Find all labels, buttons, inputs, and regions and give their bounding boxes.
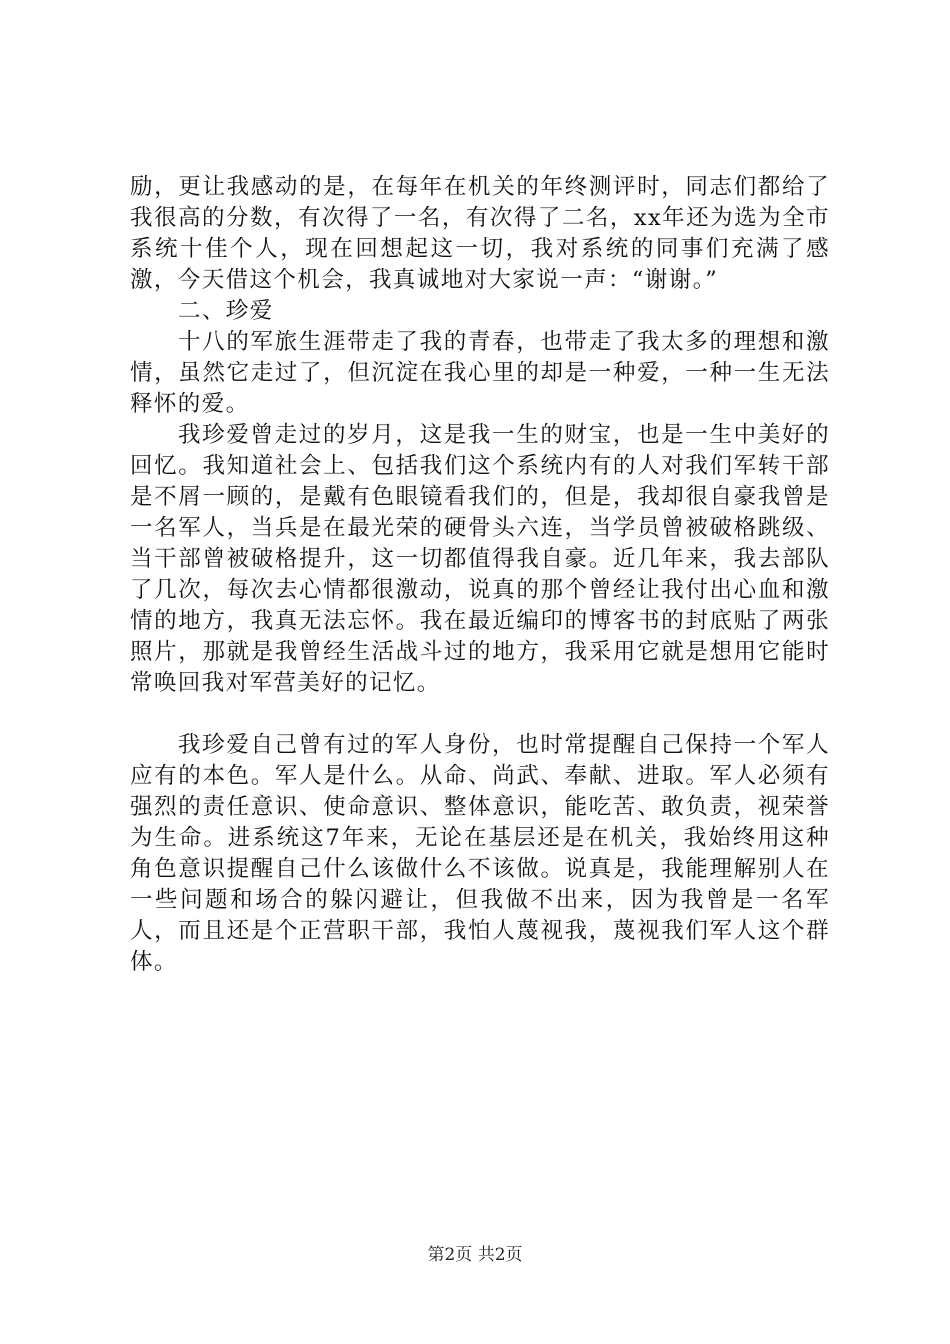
paragraph-cherish-years: 我珍爱曾走过的岁月，这是我一生的财宝，也是一生中美好的回忆。我知道社会上、包括我们这个系统内有的人对我们军转干部是不屑一顾的，是戴有色眼镜看我们的，但是，我却很自豪我曾是一名军人，当兵是在最光荣的硬骨头六连，当学员曾被破格跳级、当干部曾被破格提升，这一切都值得我自豪。近几年来，我去部队了几次，每次去心情都很激动，说真的那个曾经让我付出心血和激情的地方，我真无法忘怀。我在最近编印的博客书的封底贴了两张照片，那就是我曾经生活战斗过的地方，我采用它就是想用它能时常唤回我对军营美好的记忆。: [130, 422, 830, 696]
paragraph-gratitude-continued: 励，更让我感动的是，在每年在机关的年终测评时，同志们都给了我很高的分数，有次得了一名，有次得了二名，xx年还为选为全市系统十佳个人，现在回想起这一切，我对系统的同事们充满了感激，今天借这个机会，我真诚地对大家说一声：“谢谢。”: [130, 174, 830, 293]
document-body: [130, 172, 830, 978]
section-heading-cherish: 二、珍爱: [178, 298, 274, 324]
paragraph-soldier-identity: 我珍爱自己曾有过的军人身份，也时常提醒自己保持一个军人应有的本色。军人是什么。从命、尚武、奉献、进取。军人必须有强烈的责任意识、使命意识、整体意识，能吃苦、敢负责，视荣誉为生命。进系统这7年来，无论在基层还是在机关，我始终用这种角色意识提醒自己什么该做什么不该做。说真是，我能理解别人在一些问题和场合的躲闪避让，但我做不出来，因为我曾是一名军人，而且还是个正营职干部，我怕人蔑视我，蔑视我们军人这个群体。: [130, 732, 830, 975]
page-footer: 第2页 共2页: [427, 1245, 523, 1265]
paragraph-military-career: 十八的军旅生涯带走了我的青春，也带走了我太多的理想和激情，虽然它走过了，但沉淀在我心里的却是一种爱，一种一生无法释怀的爱。: [130, 329, 830, 417]
